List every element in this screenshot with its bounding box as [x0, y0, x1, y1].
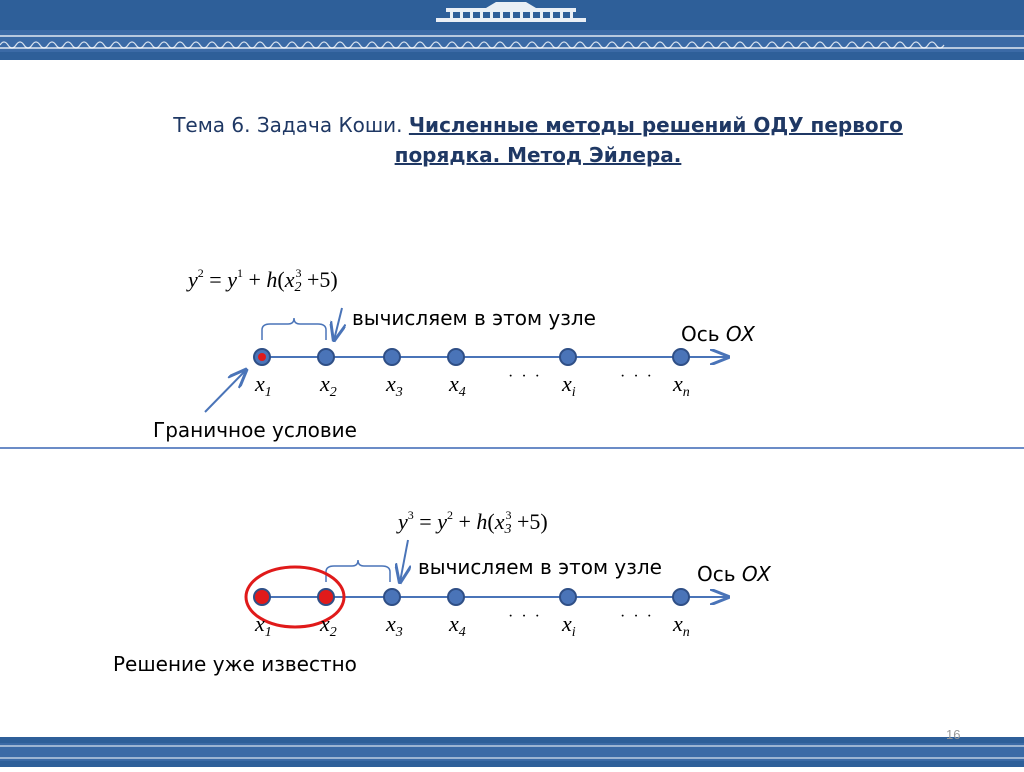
- top-node-label-x1: $x_1$: [255, 371, 272, 400]
- bottom-node-x4: [448, 589, 464, 605]
- bottom-axis-label: Ось OX: [697, 562, 771, 586]
- top-formula: $y^2 = y^1 + h(x_2^3 +5)$: [188, 266, 338, 295]
- top-node-x4: [448, 349, 464, 365]
- bottom-node-x1: [254, 589, 270, 605]
- bottom-node-label-x4: $x_4$: [449, 611, 466, 640]
- bottom-compute-arrow: [400, 540, 408, 582]
- title-prefix: Тема 6. Задача Коши.: [173, 113, 409, 137]
- bottom-node-x2: [318, 589, 334, 605]
- top-compute-label: вычисляем в этом узле: [352, 306, 596, 330]
- known-solution-label: Решение уже известно: [113, 652, 357, 676]
- top-compute-arrow: [334, 308, 342, 340]
- top-dots-1: · · ·: [508, 368, 542, 385]
- top-axis-label: Ось OX: [681, 322, 755, 346]
- top-node-xn: [673, 349, 689, 365]
- top-node-label-xi: $x_i$: [562, 371, 576, 400]
- bottom-node-label-x1: $x_1$: [255, 611, 272, 640]
- boundary-condition-label: Граничное условие: [153, 418, 357, 442]
- title-bold-line1: Численные методы решений ОДУ первого: [408, 113, 903, 137]
- bottom-node-label-xi: $x_i$: [562, 611, 576, 640]
- bottom-formula: $y^3 = y^2 + h(x_3^3 +5)$: [398, 508, 548, 537]
- top-node-x2: [318, 349, 334, 365]
- bottom-dots-1: · · ·: [508, 608, 542, 625]
- top-node-x3: [384, 349, 400, 365]
- title-bold-line2: порядка. Метод Эйлера.: [394, 143, 682, 167]
- top-node-label-x3: $x_3$: [386, 371, 403, 400]
- bottom-node-xi: [560, 589, 576, 605]
- top-brace: [262, 318, 326, 340]
- top-node-label-x4: $x_4$: [449, 371, 466, 400]
- top-node-label-x2: $x_2$: [320, 371, 337, 400]
- bottom-dots-2: · · ·: [620, 608, 654, 625]
- top-dots-2: · · ·: [620, 368, 654, 385]
- bottom-node-xn: [673, 589, 689, 605]
- top-node-label-xn: $x_n$: [673, 371, 690, 400]
- bottom-node-x3: [384, 589, 400, 605]
- bottom-node-label-x2: $x_2$: [320, 611, 337, 640]
- top-node-x1-known: [258, 353, 266, 361]
- top-node-xi: [560, 349, 576, 365]
- boundary-arrow: [205, 370, 246, 412]
- page-number: 16: [946, 727, 961, 742]
- bottom-node-label-xn: $x_n$: [673, 611, 690, 640]
- bottom-compute-label: вычисляем в этом узле: [418, 555, 662, 579]
- bottom-node-label-x3: $x_3$: [386, 611, 403, 640]
